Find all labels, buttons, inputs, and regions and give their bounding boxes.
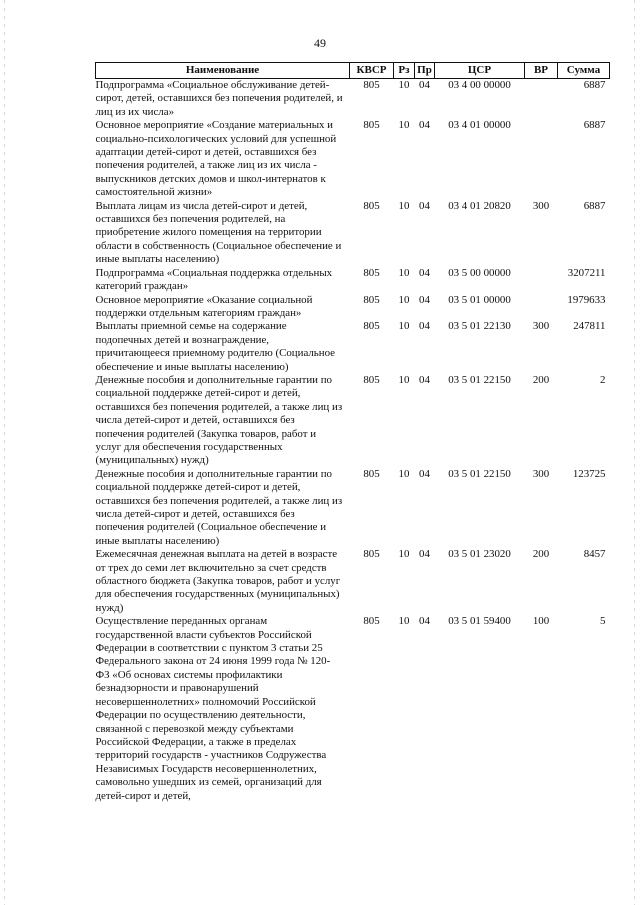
cell-pr: 04 — [419, 320, 430, 333]
header-vr: ВР — [525, 63, 558, 79]
cell-vr — [525, 79, 558, 120]
cell-rz: 10 — [398, 266, 410, 279]
cell-pr: 04 — [419, 615, 430, 628]
cell-pr: 04 — [419, 266, 430, 279]
cell-kvsr: 805 — [363, 373, 380, 386]
table-row — [96, 267, 610, 294]
cell-kvsr: 805 — [363, 266, 380, 279]
header-name: Наименование — [96, 63, 350, 79]
cell-csr: 03 4 00 00000 — [448, 79, 511, 91]
table-row — [96, 294, 610, 321]
table-row — [96, 320, 610, 374]
cell-name: Денежные пособия и дополнительные гарантии по социальной поддержке детей-сирот и детей, оставшихся без попечения родителей, а также лиц из числа детей-сирот и детей, оставшихся без попечения родителей (Закупка товаров, работ и услуг для обеспечения государственных (муниципальных) нужд) — [95, 373, 343, 467]
cell-pr: 04 — [419, 293, 430, 306]
cell-vr: 300 — [532, 467, 550, 480]
table-row — [96, 548, 610, 615]
cell-sum: 6887 — [583, 199, 606, 212]
page-number: 49 — [314, 36, 326, 50]
cell-sum: 123725 — [572, 467, 606, 480]
header-sum: Сумма — [558, 63, 610, 79]
cell-name: Осуществление переданных органам государственной власти субъектов Российской Федерации в соответствии с пунктом 3 статьи 25 Федерального закона от 24 июня 1999 года № 120-ФЗ «Об основах системы профилактики безнадзорности и правонарушений несовершеннолетних» полномочий Российской Федерации по осуществлению деятельности, связанной с перевозкой между субъектами Российской Федерации, а также в пределах территорий государств - участников Содружества Независимых Государств несовершеннолетних, самовольно ушедших из семей, организаций для детей-сирот и детей, — [95, 615, 331, 802]
cell-pr: 04 — [419, 119, 430, 132]
table-header-row — [96, 63, 610, 79]
cell-name: Основное мероприятие «Создание материальных и социально-психологических условий для успешной адаптации детей-сирот и детей, оставшихся без попечения родителей, а также лиц из их числа - выпускников детских домов и школ-интернатов к самостоятельной жизни» — [95, 119, 337, 199]
cell-vr: 200 — [532, 373, 550, 386]
cell-rz: 10 — [398, 293, 410, 306]
cell-vr — [525, 267, 558, 294]
cell-vr: 100 — [532, 615, 550, 628]
cell-name: Подпрограмма «Социальная поддержка отдельных категорий граждан» — [95, 266, 333, 293]
header-csr: ЦСР — [435, 63, 525, 79]
cell-csr: 03 4 01 00000 — [448, 119, 511, 132]
cell-sum: 6887 — [583, 79, 606, 91]
cell-vr: 300 — [532, 199, 550, 212]
cell-rz: 10 — [398, 467, 410, 480]
table-row — [96, 468, 610, 548]
cell-csr: 03 4 01 20820 — [448, 199, 511, 212]
cell-rz: 10 — [398, 199, 410, 212]
cell-kvsr: 805 — [363, 119, 380, 132]
cell-csr: 03 5 01 22130 — [448, 320, 511, 333]
table-body — [96, 79, 610, 803]
cell-kvsr: 805 — [363, 467, 380, 480]
cell-name: Основное мероприятие «Оказание социальной поддержки отдельным категориям граждан» — [95, 293, 313, 319]
table-row — [96, 615, 610, 803]
scan-edge-left — [4, 0, 5, 905]
table-row — [96, 119, 610, 199]
cell-csr: 03 5 00 00000 — [448, 266, 511, 279]
header-rz: Рз — [394, 63, 415, 79]
cell-sum: 5 — [600, 615, 606, 628]
cell-rz: 10 — [398, 320, 410, 333]
cell-name: Денежные пособия и дополнительные гарантии по социальной поддержке детей-сирот и детей, оставшихся без попечения родителей, а также лиц из числа детей-сирот и детей, оставшихся без попечения родителей (Социальное обеспечение и иные выплаты населению) — [95, 467, 343, 547]
cell-pr: 04 — [419, 548, 430, 561]
cell-csr: 03 5 01 23020 — [448, 548, 511, 561]
cell-csr: 03 5 01 59400 — [448, 615, 511, 628]
cell-kvsr: 805 — [363, 199, 380, 212]
cell-name: Подпрограмма «Социальное обслуживание детей-сирот, детей, оставшихся без попечения родителей, и лиц из их числа» — [95, 79, 343, 118]
cell-kvsr: 805 — [363, 293, 380, 306]
budget-table — [95, 62, 610, 803]
cell-pr: 04 — [419, 79, 430, 91]
cell-rz: 10 — [398, 79, 410, 91]
cell-csr: 03 5 01 00000 — [448, 293, 511, 306]
cell-rz: 10 — [398, 548, 410, 561]
cell-rz: 10 — [398, 615, 410, 628]
cell-vr: 200 — [532, 548, 550, 561]
scan-edge-right — [634, 0, 635, 905]
cell-sum: 1979633 — [567, 293, 606, 306]
cell-csr: 03 5 01 22150 — [448, 467, 511, 480]
cell-name: Выплата лицам из числа детей-сирот и детей, оставшихся без попечения родителей, на приобретение жилого помещения на территории области в собственность (Социальное обеспечение и иные выплаты населению) — [95, 199, 342, 266]
cell-sum: 6887 — [583, 119, 606, 132]
cell-sum: 247811 — [573, 320, 606, 333]
cell-pr: 04 — [419, 373, 430, 386]
header-pr: Пр — [415, 63, 435, 79]
cell-vr — [525, 119, 558, 199]
header-kvsr: КВСР — [350, 63, 394, 79]
cell-kvsr: 805 — [363, 548, 380, 561]
cell-rz: 10 — [398, 119, 410, 132]
cell-name: Выплаты приемной семье на содержание подопечных детей и вознаграждение, причитающееся приемному родителю (Социальное обеспечение и иные выплаты населению) — [95, 320, 336, 373]
cell-kvsr: 805 — [363, 320, 380, 333]
cell-sum: 3207211 — [567, 266, 606, 279]
cell-pr: 04 — [419, 199, 430, 212]
table-row — [96, 79, 610, 120]
cell-name: Ежемесячная денежная выплата на детей в возрасте от трех до семи лет включительно за счет средств областного бюджета (Закупка товаров, работ и услуг для обеспечения государственных (муниципальных) нужд) — [95, 548, 341, 614]
table-row — [96, 200, 610, 267]
cell-csr: 03 5 01 22150 — [448, 373, 511, 386]
cell-sum: 2 — [600, 373, 606, 386]
cell-kvsr: 805 — [363, 79, 380, 91]
cell-sum: 8457 — [583, 548, 606, 561]
cell-vr — [525, 294, 558, 321]
cell-vr: 300 — [532, 320, 550, 333]
cell-pr: 04 — [419, 467, 430, 480]
cell-rz: 10 — [398, 373, 410, 386]
table-row — [96, 374, 610, 468]
cell-kvsr: 805 — [363, 615, 380, 628]
